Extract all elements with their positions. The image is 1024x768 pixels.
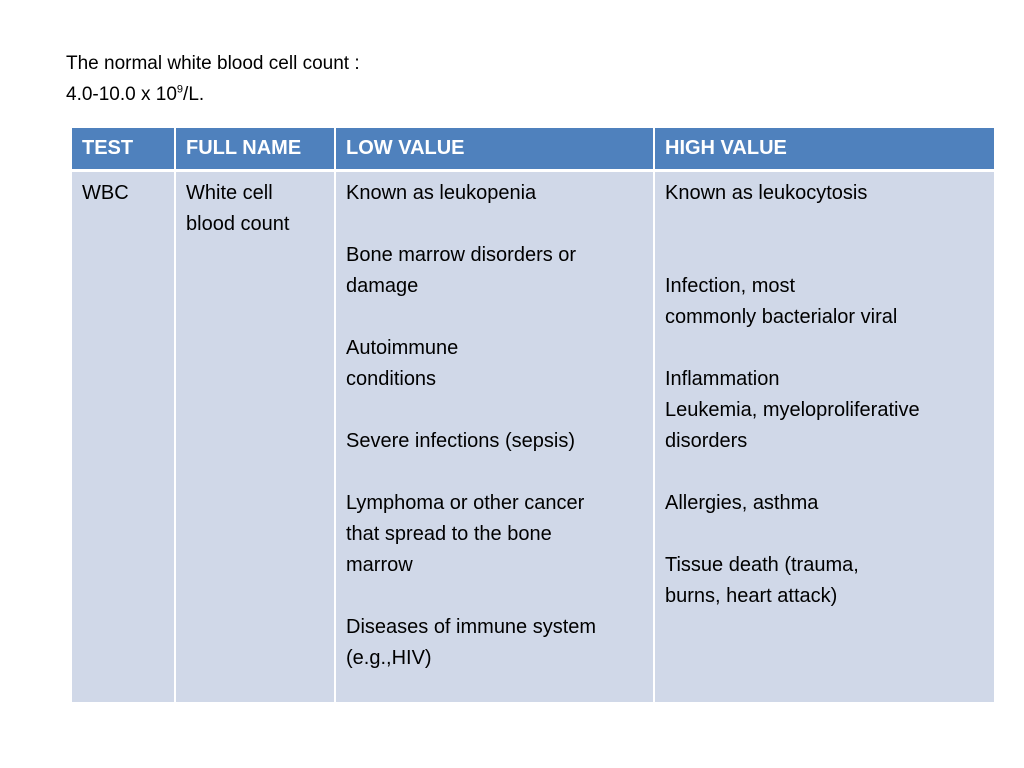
table-row [72, 171, 994, 703]
blank-line [665, 333, 984, 364]
intro-line-1: The normal white blood cell count : [66, 53, 360, 74]
full-name-line: White cell [186, 182, 273, 204]
value-line: marrow [346, 554, 413, 576]
value-line: Autoimmune [346, 337, 459, 359]
value-line: Known as leukopenia [346, 182, 537, 204]
blank-line [346, 302, 643, 333]
header-high-value: HIGH VALUE [654, 128, 994, 171]
blank-line [346, 209, 643, 240]
value-line: commonly bacterialor viral [665, 306, 898, 328]
value-line: disorders [665, 430, 748, 452]
blank-line [346, 395, 643, 426]
value-line: Tissue death (trauma, [665, 554, 859, 576]
header-low-value: LOW VALUE [335, 128, 654, 171]
blank-line [665, 240, 984, 271]
value-line: Leukemia, myeloproliferative [665, 399, 920, 421]
value-line: Bone marrow disorders or [346, 244, 577, 266]
value-line: conditions [346, 368, 437, 390]
blank-line [346, 457, 643, 488]
blank-line [346, 581, 643, 612]
cell-test: WBC [72, 171, 175, 703]
header-test: TEST [72, 128, 175, 171]
wbc-range-value: 4.0-10.0 x 10 [66, 84, 177, 105]
blank-line [665, 519, 984, 550]
exponent: 9 [176, 83, 184, 96]
header-row [72, 128, 994, 171]
wbc-table [72, 128, 994, 702]
value-line: Diseases of immune system [346, 616, 597, 638]
header-full-name: FULL NAME [175, 128, 335, 171]
unit-suffix: /L. [183, 84, 205, 105]
value-line: Infection, most [665, 275, 796, 297]
value-line: Severe infections (sepsis) [346, 430, 575, 452]
blank-line [665, 209, 984, 240]
full-name-line: blood count [186, 213, 290, 235]
value-line: (e.g.,HIV) [346, 647, 432, 669]
intro-line-2 [66, 79, 360, 110]
cell-high-value [654, 171, 994, 703]
intro-text [66, 48, 360, 110]
value-line: Lymphoma or other cancer [346, 492, 585, 514]
value-line: Allergies, asthma [665, 492, 819, 514]
value-line: damage [346, 275, 419, 297]
value-line: burns, heart attack) [665, 585, 838, 607]
value-line: Inflammation [665, 368, 780, 390]
value-line: that spread to the bone [346, 523, 552, 545]
cell-full-name [175, 171, 335, 703]
cell-low-value [335, 171, 654, 703]
blank-line [665, 457, 984, 488]
value-line: Known as leukocytosis [665, 182, 868, 204]
